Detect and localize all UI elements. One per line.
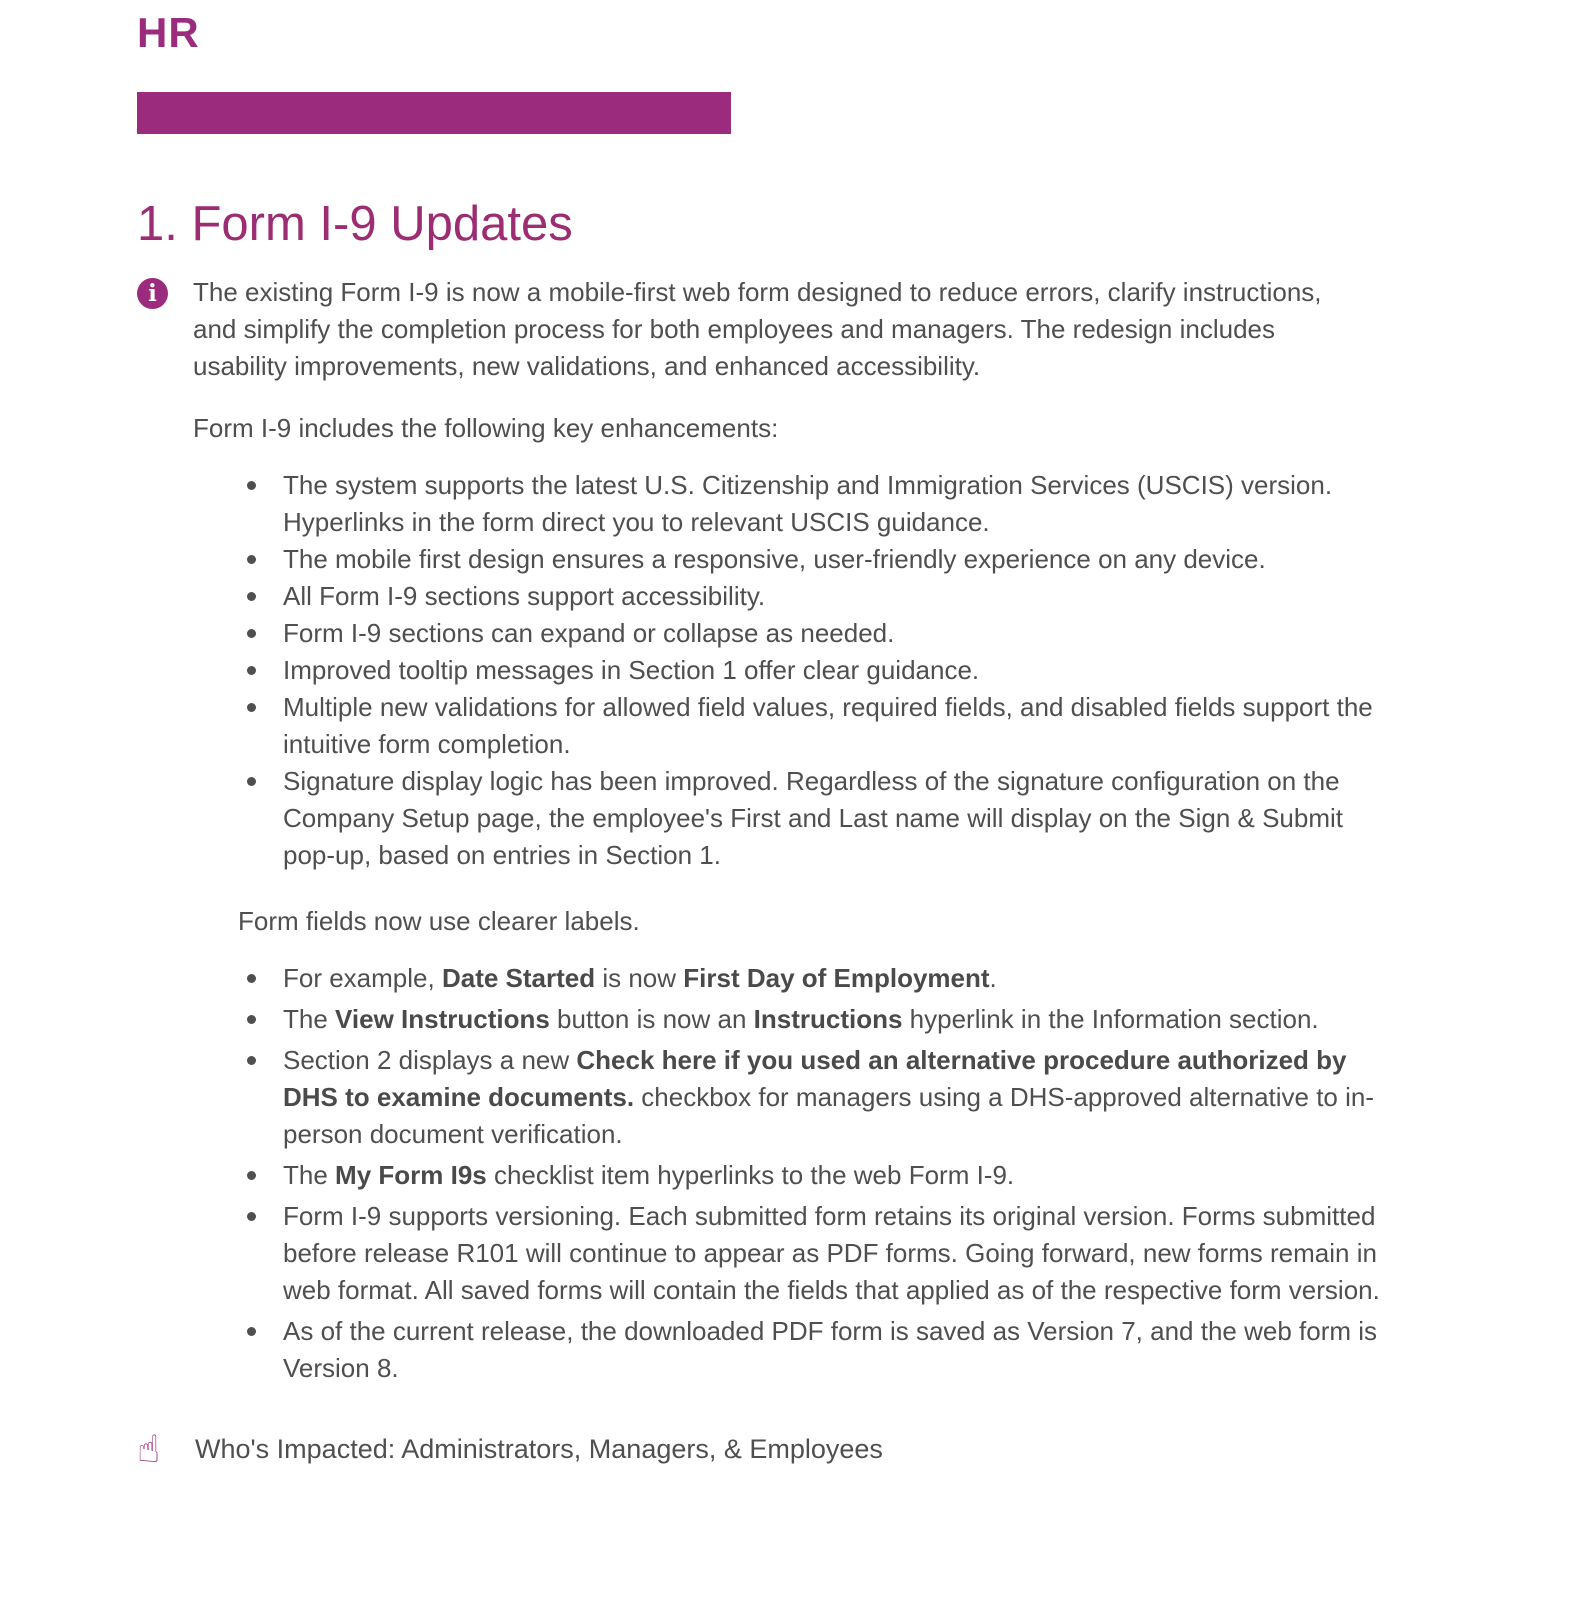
intro-block bbox=[137, 274, 1441, 385]
list-item: Section 2 displays a new Check here if you used an alternative procedure authorized by DHS to examine documents. checkbox for managers using a DHS-approved alternative to in-person document verification. bbox=[243, 1042, 1393, 1153]
info-circle-icon: i bbox=[137, 278, 168, 309]
enhancements-list bbox=[243, 467, 1393, 874]
list-item: Form I-9 sections can expand or collapse as needed. bbox=[243, 615, 1393, 652]
list-item: As of the current release, the downloaded PDF form is saved as Version 7, and the web form is Version 8. bbox=[243, 1313, 1393, 1387]
list-item: Form I-9 supports versioning. Each submitted form retains its original version. Forms submitted before release R101 will continue to appear as PDF forms. Going forward, new forms remain in web format. All saved forms will contain the fields that applied as of the respective form version. bbox=[243, 1198, 1393, 1309]
list-item: All Form I-9 sections support accessibility. bbox=[243, 578, 1393, 615]
accent-bar bbox=[137, 92, 731, 134]
labels-lead-paragraph: Form fields now use clearer labels. bbox=[238, 906, 640, 936]
intro-paragraph: The existing Form I-9 is now a mobile-first web form designed to reduce errors, clarify instructions, and simplify the completion process for both employees and managers. The redesign includes usability improvements, new validations, and enhanced accessibility. bbox=[193, 277, 1322, 381]
list-item: The My Form I9s checklist item hyperlinks to the web Form I-9. bbox=[243, 1157, 1393, 1194]
hr-brand-label: HR bbox=[137, 9, 200, 56]
list-item: Signature display logic has been improved. Regardless of the signature configuration on the Company Setup page, the employee's First and Last name will display on the Sign & Submit pop-up, based on entries in Section 1. bbox=[243, 763, 1393, 874]
label-changes-list bbox=[243, 960, 1393, 1387]
list-item: The system supports the latest U.S. Citizenship and Immigration Services (USCIS) version. Hyperlinks in the form direct you to relevant USCIS guidance. bbox=[243, 467, 1393, 541]
section-title: 1. Form I-9 Updates bbox=[137, 197, 573, 251]
hand-point-up-icon: ☝ bbox=[137, 1427, 161, 1471]
impacted-text: Who's Impacted: Administrators, Managers, & Employees bbox=[195, 1433, 883, 1464]
list-item: Improved tooltip messages in Section 1 offer clear guidance. bbox=[243, 652, 1393, 689]
list-item: The mobile first design ensures a responsive, user-friendly experience on any device. bbox=[243, 541, 1393, 578]
impacted-block bbox=[137, 1429, 1441, 1469]
enhancements-lead-paragraph: Form I-9 includes the following key enhancements: bbox=[193, 413, 779, 443]
list-item: The View Instructions button is now an Instructions hyperlink in the Information section. bbox=[243, 1001, 1393, 1038]
list-item: For example, Date Started is now First Day of Employment. bbox=[243, 960, 1393, 997]
list-item: Multiple new validations for allowed field values, required fields, and disabled fields support the intuitive form completion. bbox=[243, 689, 1393, 763]
